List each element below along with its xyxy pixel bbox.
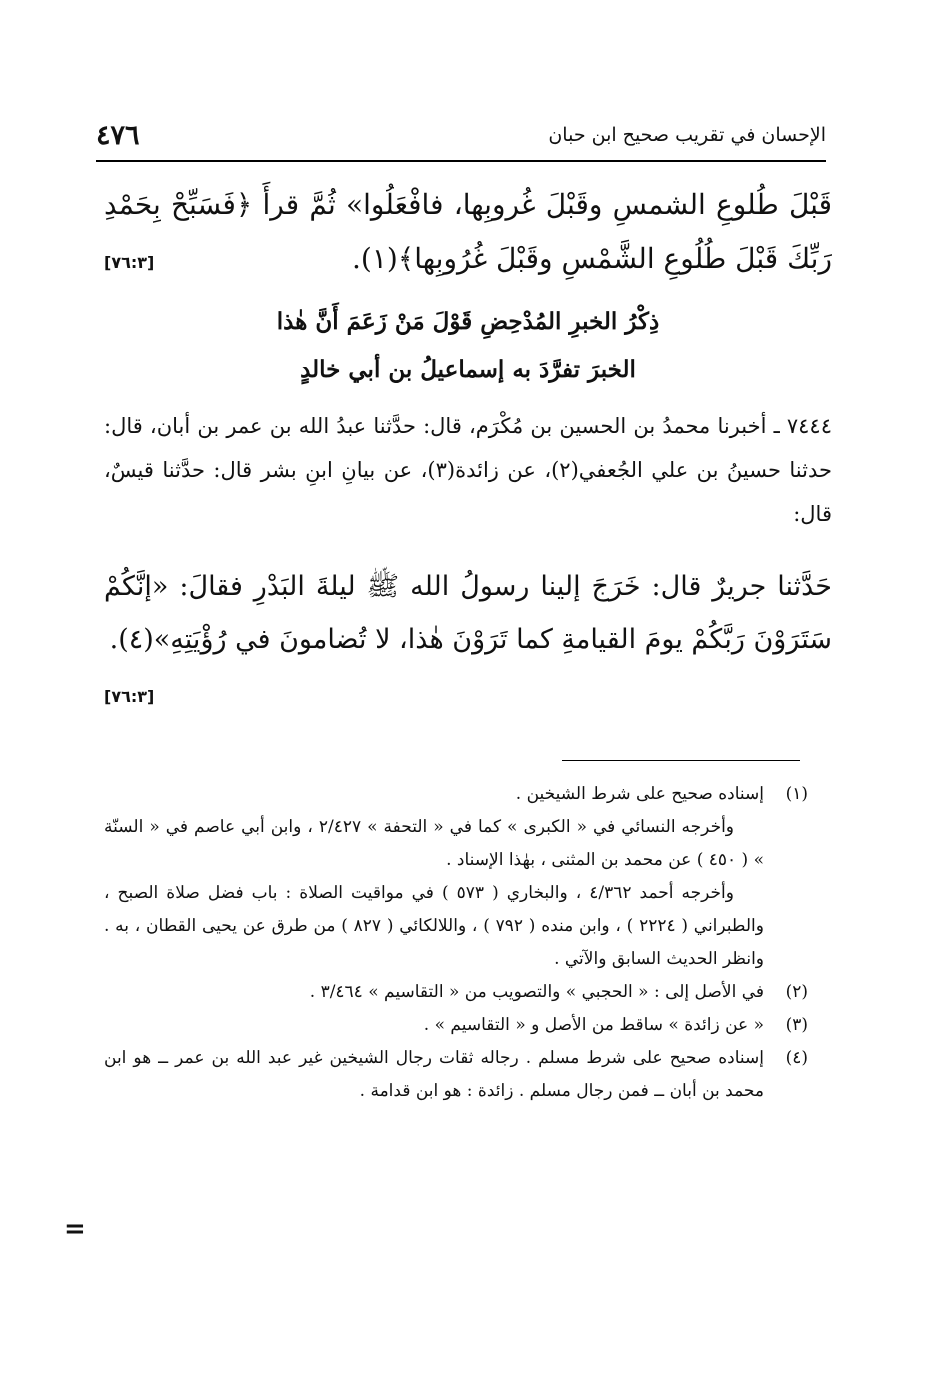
hadith-continuation xyxy=(104,178,832,290)
chapter-heading-line-1: ذِكْرُ الخبرِ المُدْحِضِ قَوْلَ مَنْ زَعَمَ أَنَّ هٰذا xyxy=(276,308,660,335)
isnad-paragraph xyxy=(104,404,832,536)
hadith-matn-text: حَدَّثنا جريرٌ قال: خَرَجَ إلينا رسولُ الله ﷺ ليلةَ البَدْرِ فقالَ: «إنَّكُمْ سَتَرَوْنَ رَبَّكُمْ يومَ القيامةِ كما تَرَوْنَ هٰذا، لا تُضامونَ في رُؤْيَتِهِ»(٤). xyxy=(104,571,832,655)
footnote-1 xyxy=(104,778,808,976)
footnote-number: (٤) xyxy=(785,1048,808,1068)
footnote-4 xyxy=(104,1042,808,1108)
hadith-reference: [٧٦:٣] xyxy=(104,687,155,706)
hadith-matn xyxy=(104,560,832,723)
hadith-reference: [٧٦:٣] xyxy=(104,253,155,272)
page-header xyxy=(96,118,826,152)
footnote-number: (١) xyxy=(785,784,808,804)
footnote-body xyxy=(104,1009,764,1042)
isnad-text: ٧٤٤٤ ـ أخبرنا محمدُ بن الحسين بن مُكْرَم، قال: حدَّثنا عبدُ الله بن عمر بن أبان، قال: حدثنا حسينُ بن علي الجُعفي(٢)، عن زائدة(٣)، عن بيانِ ابنِ بشر قال: حدَّثنا قيسٌ، قال: xyxy=(104,414,832,526)
footnote-body xyxy=(104,778,764,976)
footnotes xyxy=(104,778,808,1108)
continuation-marker: = xyxy=(64,1214,86,1244)
footnote-number: (٢) xyxy=(785,982,808,1002)
footnote-paragraph: في الأصل إلى : « الحجبي » والتصويب من « التقاسيم » ٣/٤٦٤ . xyxy=(309,982,764,1002)
chapter-heading-line-2: الخبرَ تفرَّدَ به إسماعيلُ بن أبي خالدٍ xyxy=(300,356,636,383)
header-rule xyxy=(96,160,826,162)
footnote-separator xyxy=(562,760,800,761)
footnote-paragraph: إسناده صحيح على شرط مسلم . رجاله ثقات رجال الشيخين غير عبد الله بن عمر ــ هو ابن محمد بن أبان ــ فمن رجال مسلم . زائدة : هو ابن قدامة . xyxy=(104,1048,764,1101)
footnote-paragraph: وأخرجه النسائي في « الكبرى » كما في « التحفة » ٢/٤٢٧ ، وابن أبي عاصم في « السنّة » ( ٤٥٠ ) عن محمد بن المثنى ، بهٰذا الإسناد . xyxy=(104,817,764,870)
running-title: الإحسان في تقريب صحيح ابن حبان xyxy=(548,124,826,146)
chapter-heading xyxy=(104,298,832,394)
footnote-3 xyxy=(104,1009,808,1042)
footnote-body xyxy=(104,1042,764,1108)
page-number: ٤٧٦ xyxy=(96,119,140,151)
footnote-paragraph: إسناده صحيح على شرط الشيخين . xyxy=(515,784,764,804)
footnote-paragraph: وأخرجه أحمد ٤/٣٦٢ ، والبخاري ( ٥٧٣ ) في مواقيت الصلاة : باب فضل صلاة الصبح ، والطبراني ( ٢٢٢٤ ) ، وابن منده ( ٧٩٢ ) ، واللالكائي ( ٨٢٧ ) من طرق عن يحيى القطان ، به . وانظر الحديث السابق والآتي . xyxy=(104,883,764,969)
footnote-body xyxy=(104,976,764,1009)
hadith-continuation-text: قَبْلَ طُلوعِ الشمسِ وقَبْلَ غُروبِها، فافْعَلُوا» ثُمَّ قرأَ ﴿فَسَبِّحْ بِحَمْدِ رَبِّكَ قَبْلَ طُلُوعِ الشَّمْسِ وقَبْلَ غُرُوبِها﴾(١). xyxy=(104,188,832,275)
footnote-paragraph: « عن زائدة » ساقط من الأصل و « التقاسيم » . xyxy=(423,1015,764,1035)
footnote-2 xyxy=(104,976,808,1009)
footnote-number: (٣) xyxy=(785,1015,808,1035)
